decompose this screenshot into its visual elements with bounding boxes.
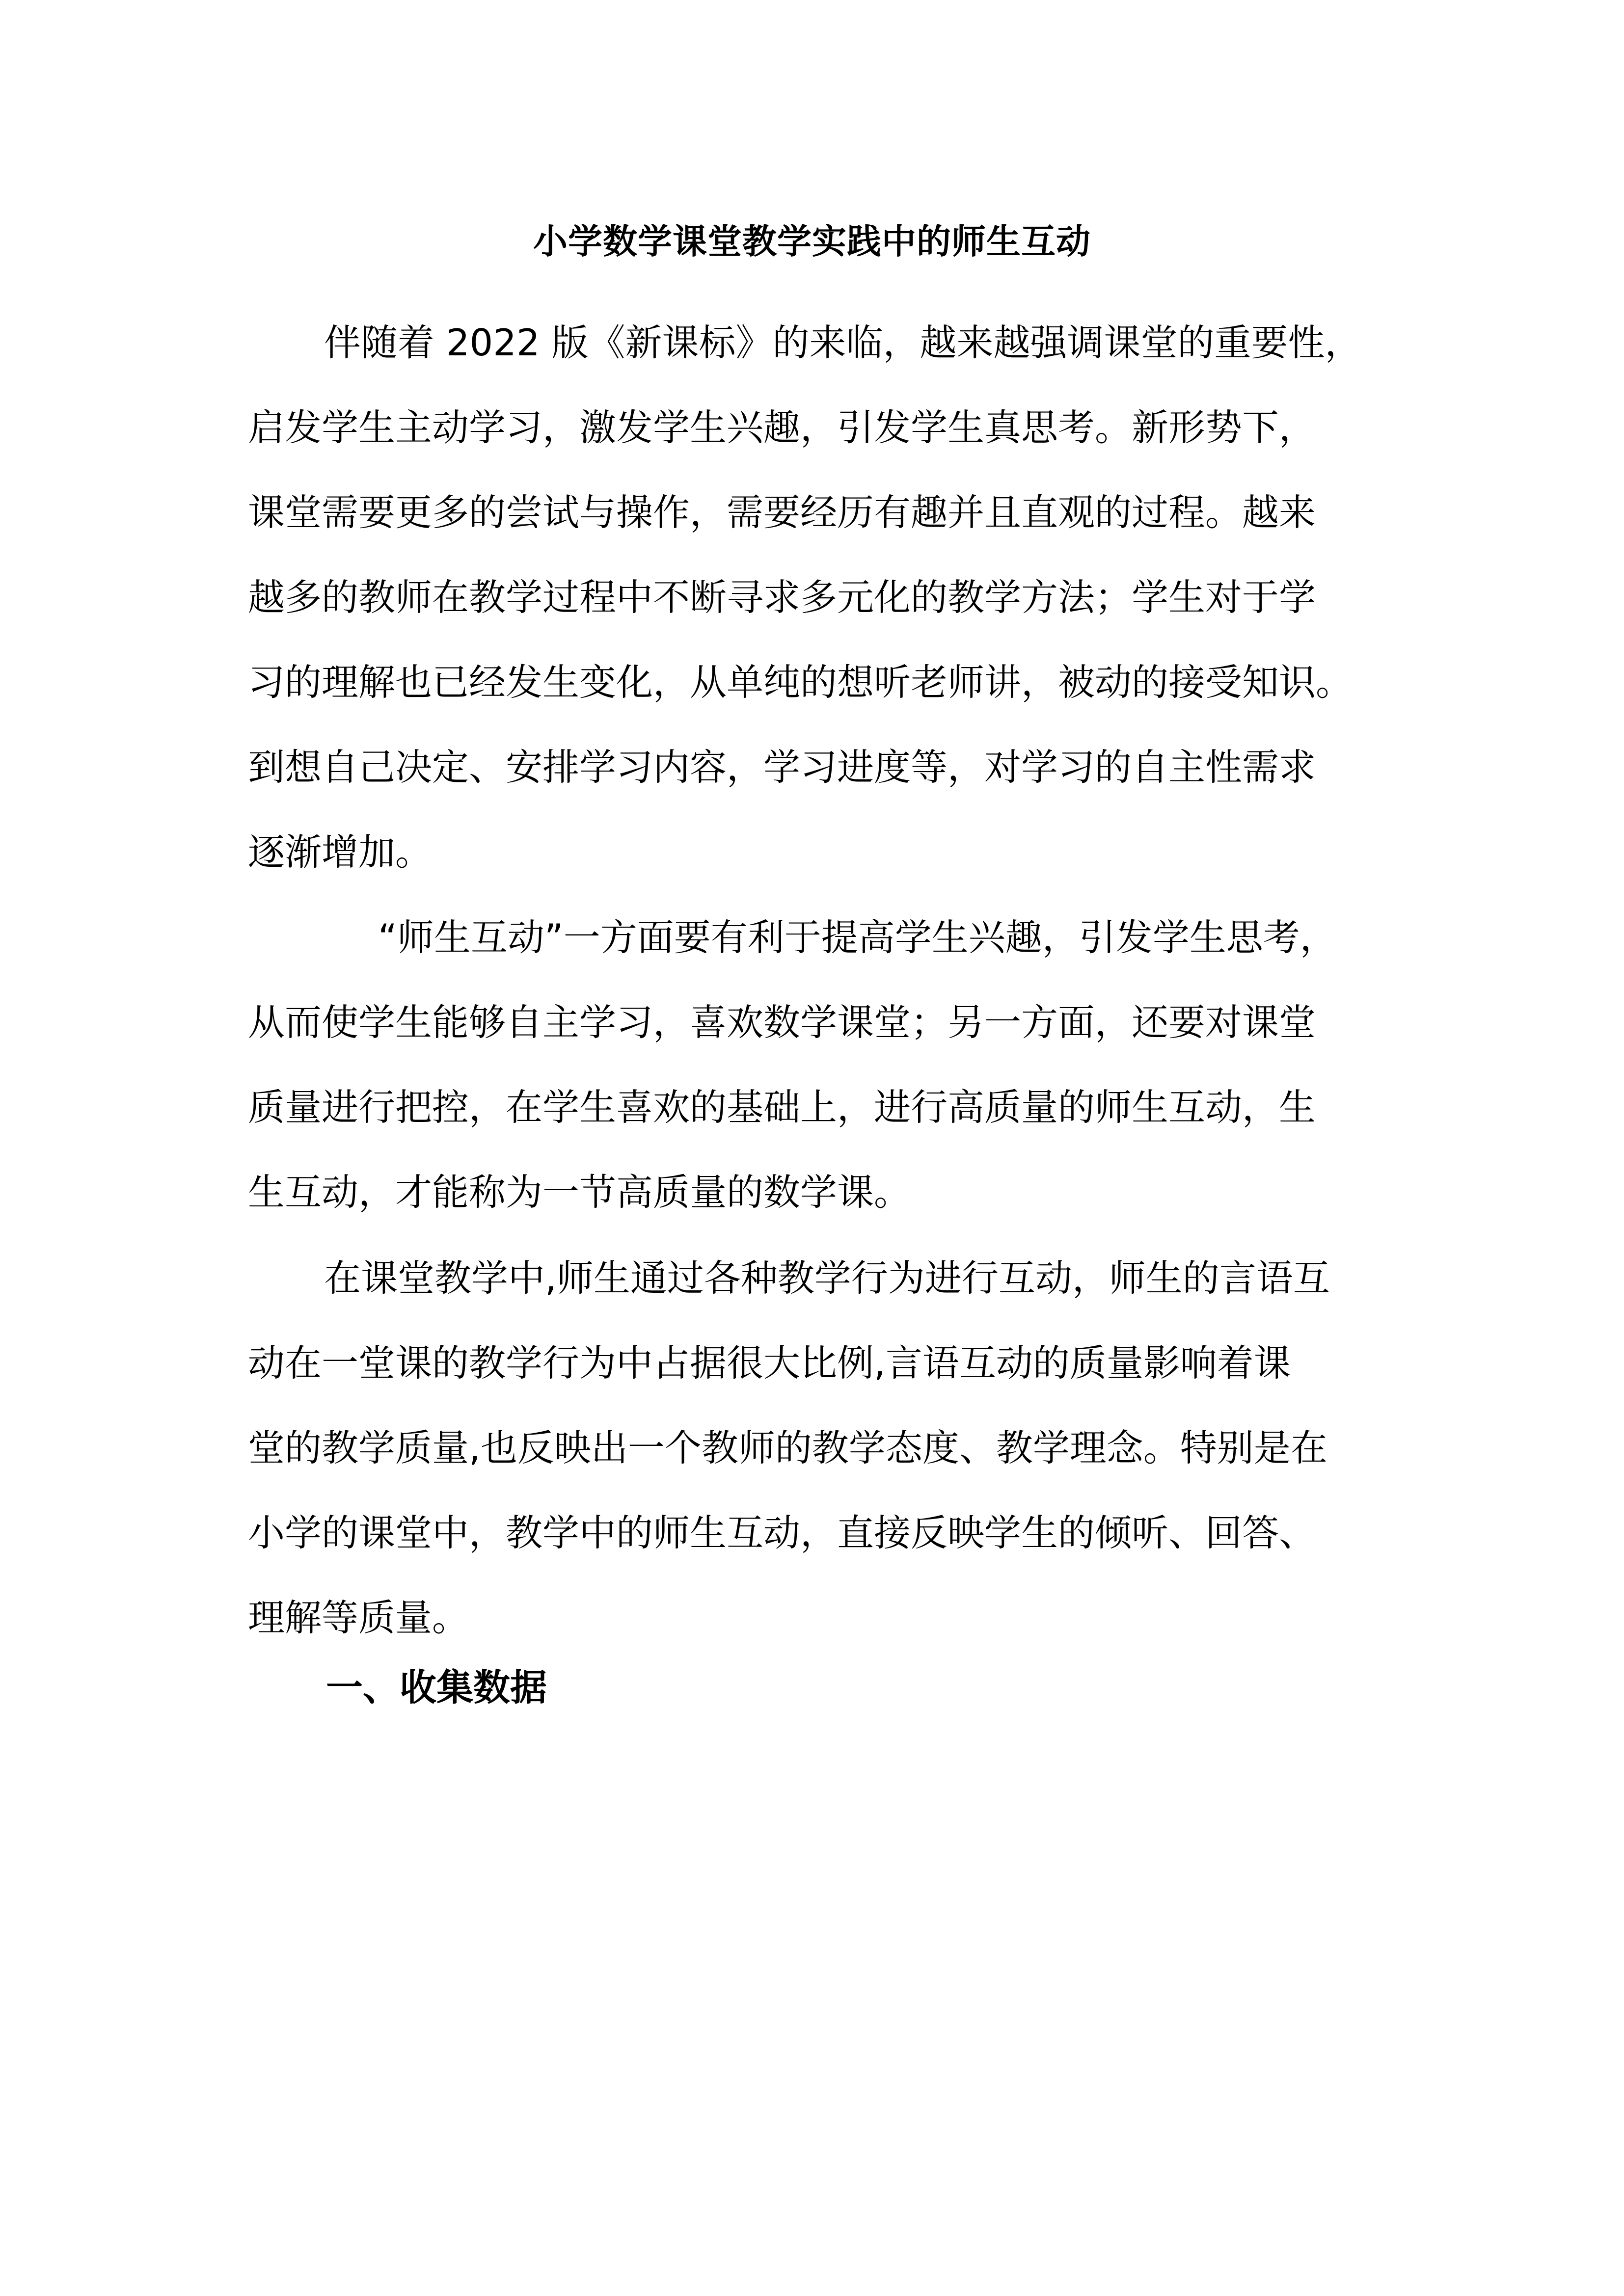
- paragraph-line: 堂的教学质量,也反映出一个教师的教学态度、教学理念。特别是在: [248, 1426, 1327, 1469]
- paragraph-line: 逐渐增加。: [248, 830, 433, 874]
- paragraph-line: 动在一堂课的教学行为中占据很大比例,言语互动的质量影响着课: [248, 1341, 1291, 1385]
- paragraph-line: 理解等质量。: [248, 1596, 469, 1639]
- paragraph-line: 伴随着 2022 版《新课标》的来临，越来越强调课堂的重要性，: [324, 321, 1362, 364]
- paragraph-3: [248, 1236, 1407, 1660]
- paragraph-line: “师生互动”一方面要有利于提高学生兴趣，引发学生思考，: [378, 916, 1337, 959]
- paragraph-line: 习的理解也已经发生变化，从单纯的想听老师讲，被动的接受知识。: [248, 661, 1353, 704]
- paragraph-line: 小学的课堂中，教学中的师生互动，直接反映学生的倾听、回答、: [248, 1511, 1316, 1554]
- paragraph-line: 启发学生主动学习，激发学生兴趣，引发学生真思考。新形势下，: [248, 406, 1316, 449]
- document-title: 小学数学课堂教学实践中的师生互动: [533, 221, 1091, 262]
- paragraph-line: 生互动，才能称为一节高质量的数学课。: [248, 1171, 911, 1214]
- paragraph-line: 到想自己决定、安排学习内容，学习进度等，对学习的自主性需求: [248, 746, 1316, 789]
- paragraph-line: 质量进行把控，在学生喜欢的基础上，进行高质量的师生互动，生: [248, 1086, 1316, 1129]
- paragraph-2: [248, 895, 1407, 1235]
- paragraph-line: 课堂需要更多的尝试与操作，需要经历有趣并且直观的过程。越来: [248, 491, 1316, 534]
- section-heading: 一、收集数据: [326, 1666, 547, 1709]
- paragraph-line: 越多的教师在教学过程中不断寻求多元化的教学方法；学生对于学: [248, 576, 1316, 619]
- paragraph-line: 在课堂教学中,师生通过各种教学行为进行互动，师生的言语互: [324, 1256, 1330, 1300]
- paragraph-1: [248, 300, 1407, 895]
- paragraph-line: 从而使学生能够自主学习，喜欢数学课堂；另一方面，还要对课堂: [248, 1001, 1316, 1044]
